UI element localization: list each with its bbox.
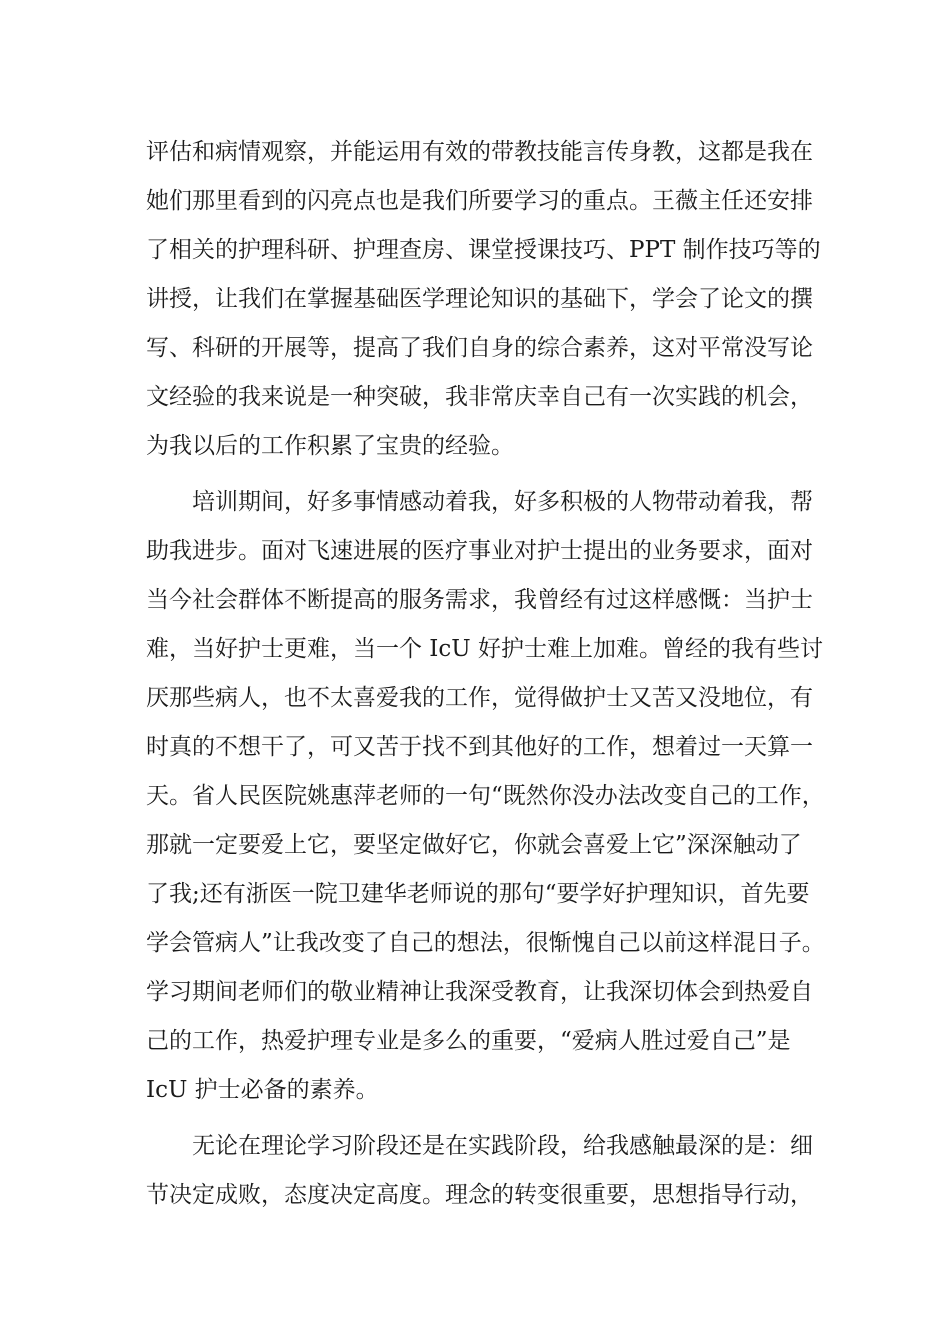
text-line: 无论在理论学习阶段还是在实践阶段，给我感触最深的是：细 [146,1133,813,1159]
text-line: 评估和病情观察，并能运用有效的带教技能言传身教，这都是我在 [146,139,813,165]
text-line: 时真的不想干了，可又苦于找不到其他好的工作，想着过一天算一 [146,734,813,760]
text-line: 难，当好护士更难，当一个 IcU 好护士难上加难。曾经的我有些讨 [146,636,823,662]
paragraph-2 [146,478,825,1115]
text-line: 己的工作，热爱护理专业是多么的重要，“爱病人胜过爱自己”是 [146,1028,791,1054]
text-line: 讲授，让我们在掌握基础医学理论知识的基础下，学会了论文的撰 [146,286,813,312]
text-line: 当今社会群体不断提高的服务需求，我曾经有过这样感慨：当护士 [146,587,813,613]
text-line: 培训期间，好多事情感动着我，好多积极的人物带动着我，帮 [146,489,813,515]
text-line: 为我以后的工作积累了宝贵的经验。 [146,433,514,459]
text-line: 那就一定要爱上它，要坚定做好它，你就会喜爱上它”深深触动了 [146,832,802,858]
text-line: 学会管病人”让我改变了自己的想法，很惭愧自己以前这样混日子。 [146,930,825,956]
text-line: 了相关的护理科研、护理查房、课堂授课技巧、PPT 制作技巧等的 [146,237,821,263]
text-line: 厌那些病人，也不太喜爱我的工作，觉得做护士又苦又没地位，有 [146,685,813,711]
text-line: 学习期间老师们的敬业精神让我深受教育，让我深切体会到热爱自 [146,979,813,1005]
text-line: 文经验的我来说是一种突破，我非常庆幸自己有一次实践的机会， [146,384,813,410]
paragraph-3 [146,1122,816,1220]
text-line: 节决定成败，态度决定高度。理念的转变很重要，思想指导行动， [146,1182,813,1208]
text-line: 助我进步。面对飞速进展的医疗事业对护士提出的业务要求，面对 [146,538,813,564]
text-line: 写、科研的开展等，提高了我们自身的综合素养，这对平常没写论 [146,335,813,361]
text-line: IcU 护士必备的素养。 [146,1077,379,1103]
text-line: 她们那里看到的闪亮点也是我们所要学习的重点。王薇主任还安排 [146,188,813,214]
text-line: 了我;还有浙医一院卫建华老师说的那句“要学好护理知识，首先要 [146,881,810,907]
paragraph-1 [146,128,821,471]
text-line: 天。省人民医院姚惠萍老师的一句“既然你没办法改变自己的工作， [146,783,825,809]
